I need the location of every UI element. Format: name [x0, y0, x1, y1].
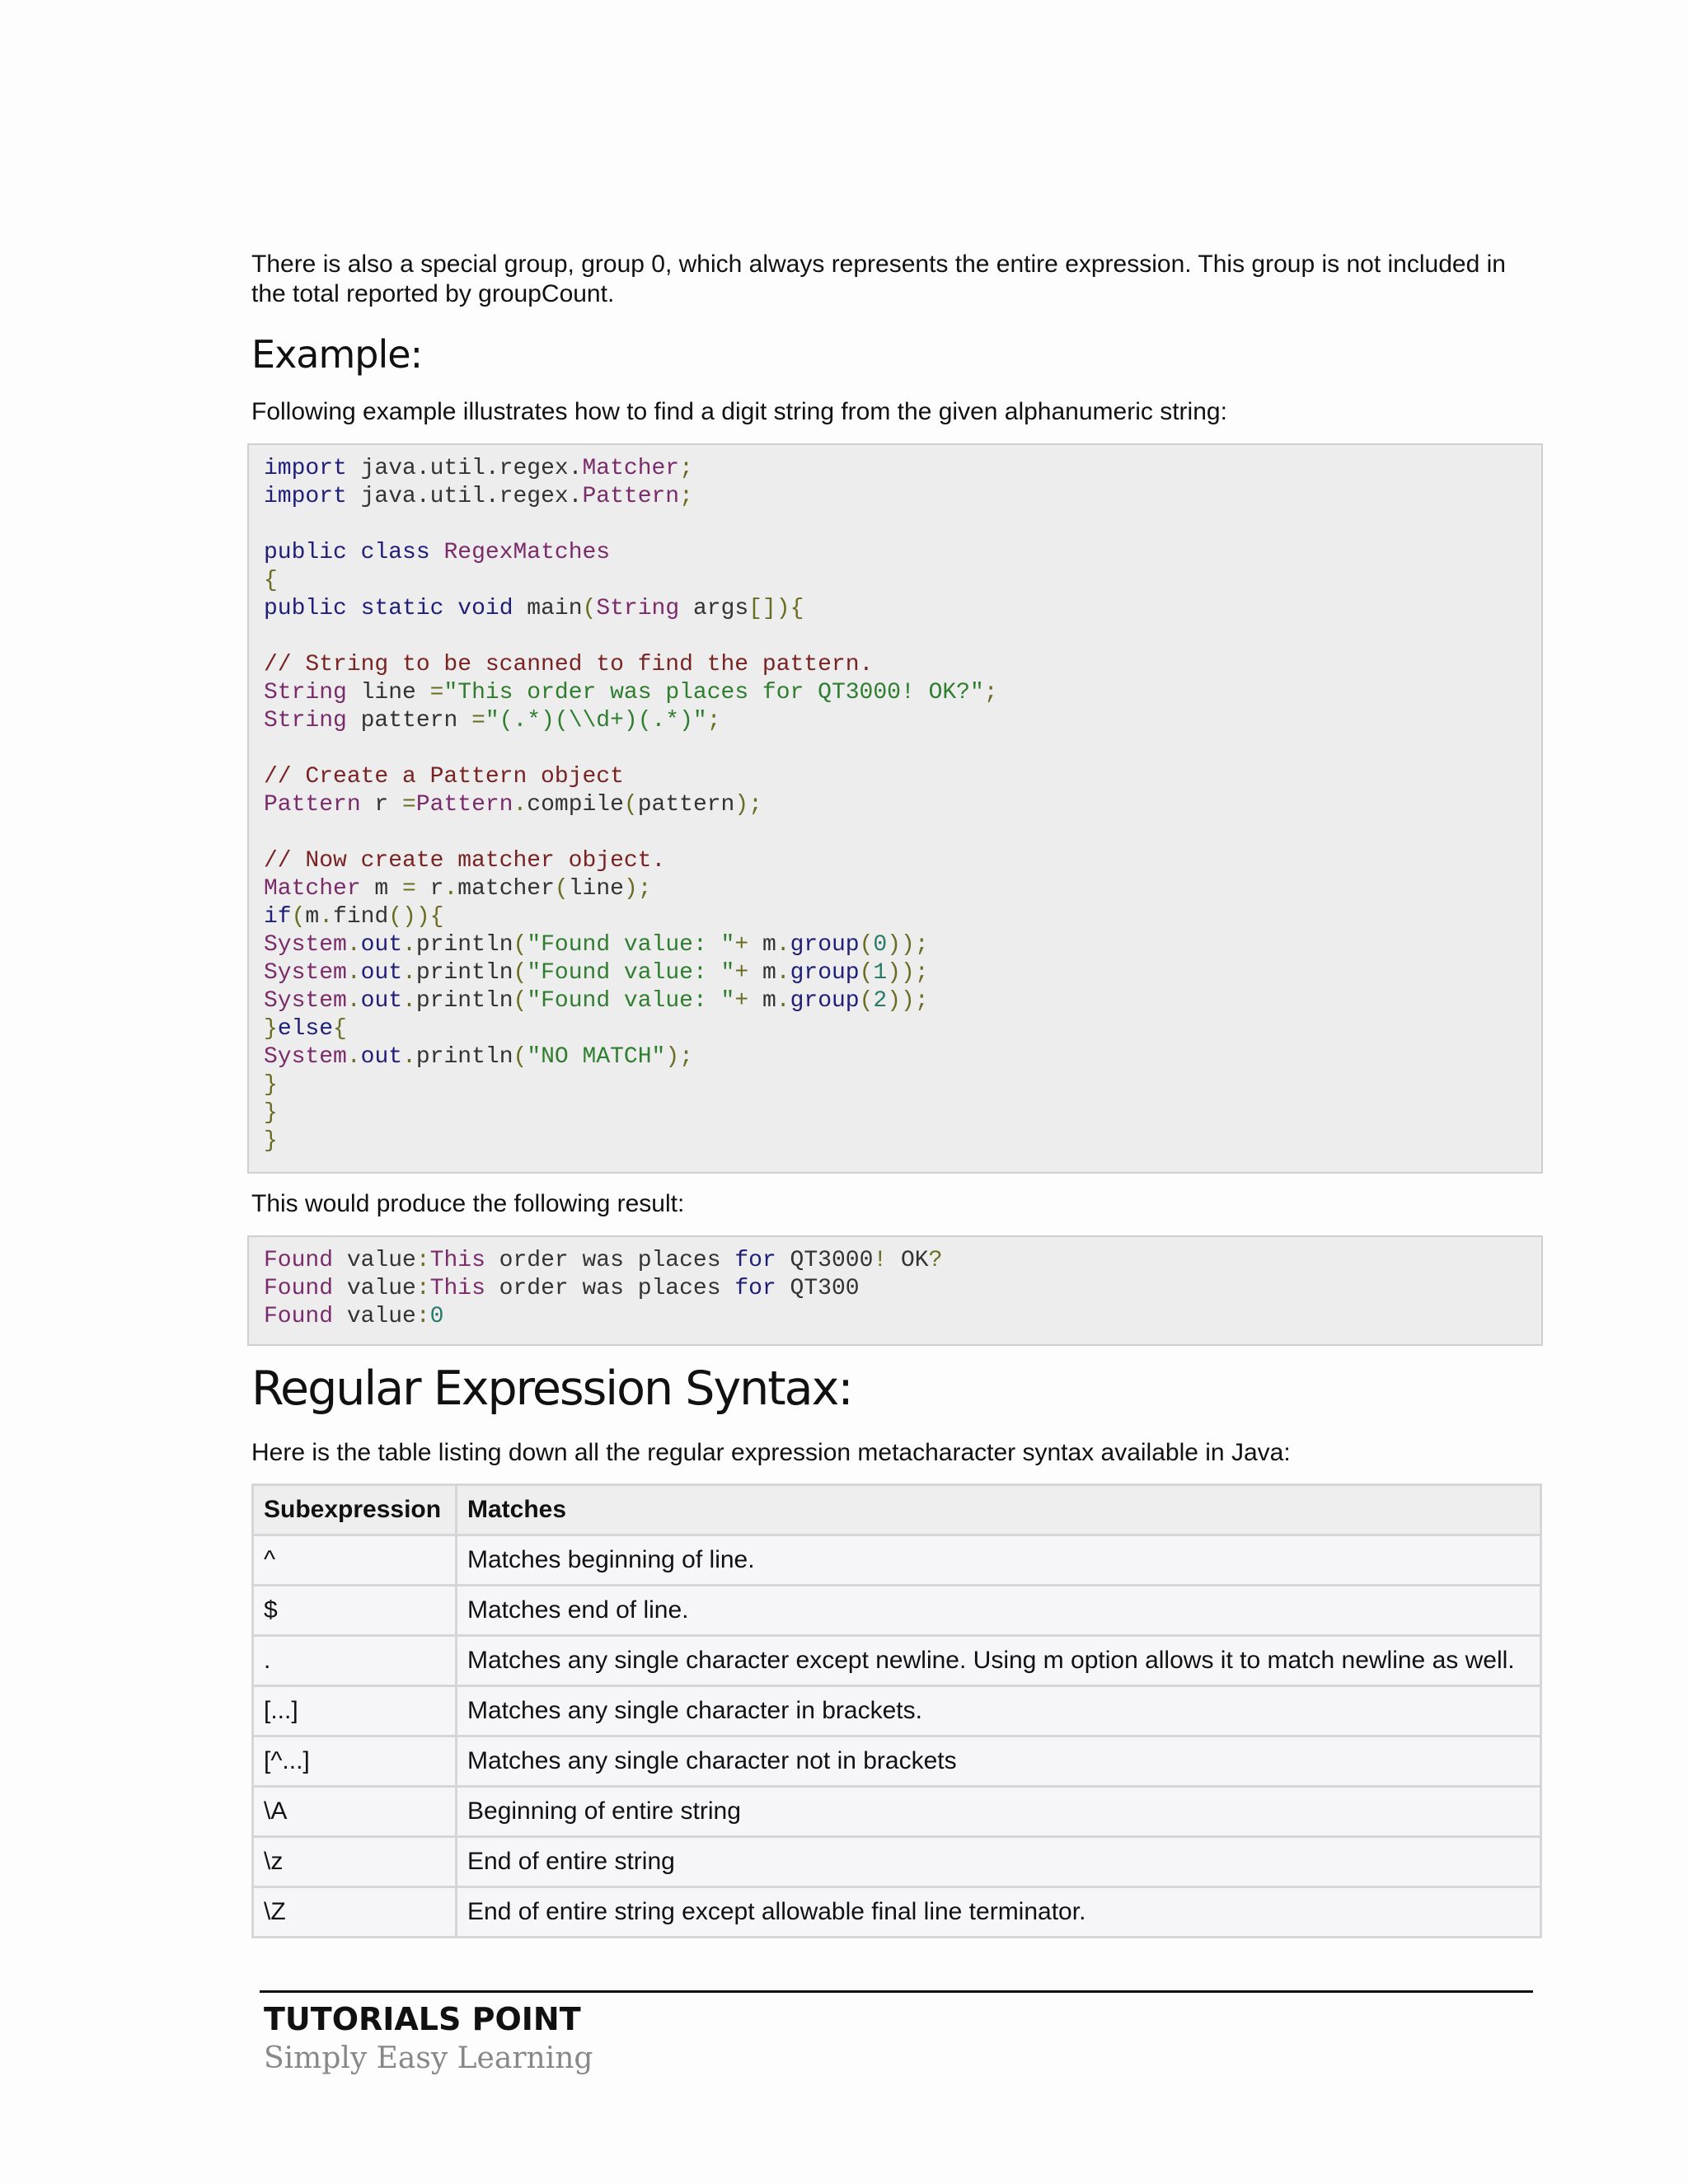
code-line [264, 483, 1541, 511]
code-line [264, 847, 1541, 875]
code-token: . [776, 932, 790, 958]
subexpression-cell: \A [253, 1787, 457, 1837]
code-token: out [360, 1044, 403, 1070]
code-token: Matcher [264, 876, 361, 902]
code-token: . [402, 988, 416, 1014]
code-token: // Create a Pattern object [264, 764, 624, 790]
code-token: find [333, 904, 389, 930]
code-token: ); [734, 792, 762, 818]
code-token: ( [513, 960, 528, 986]
code-token: Found [264, 1304, 334, 1329]
code-token: compile [527, 792, 624, 818]
header-subexpression: Subexpression [253, 1485, 457, 1535]
code-line [264, 623, 1541, 651]
code-token: import [264, 456, 347, 481]
code-token: ! [873, 1248, 888, 1273]
code-token: static [360, 596, 444, 621]
code-token: ; [983, 680, 998, 705]
code-token: } [264, 1016, 278, 1042]
output-code-block [247, 1235, 1543, 1346]
code-token: . [402, 960, 416, 986]
code-token: System [264, 1044, 347, 1070]
code-token: out [360, 988, 403, 1014]
code-token: value [333, 1304, 416, 1329]
code-token: for [734, 1276, 776, 1301]
code-token: group [790, 988, 860, 1014]
code-token: . [346, 960, 361, 986]
code-token: m [305, 904, 320, 930]
example-description: Following example illustrates how to find a digit string from the given alphanumeric string: [251, 398, 1227, 425]
code-token: . [346, 988, 361, 1014]
code-token: QT300 [776, 1276, 860, 1301]
code-line [264, 1127, 1541, 1155]
matches-cell: Matches beginning of line. [457, 1535, 1541, 1586]
table-row [253, 1636, 1541, 1686]
code-token: ; [679, 456, 693, 481]
code-token: ( [859, 988, 874, 1014]
code-token: println [415, 1044, 513, 1070]
code-token: ()){ [388, 904, 444, 930]
code-line [264, 931, 1541, 959]
code-token: "NO MATCH" [527, 1044, 666, 1070]
code-token: QT3000 [776, 1248, 874, 1273]
code-token: . [776, 960, 790, 986]
code-line [264, 819, 1541, 847]
code-line [264, 595, 1541, 623]
code-token [430, 540, 444, 565]
matches-cell: End of entire string [457, 1837, 1541, 1887]
code-line [264, 651, 1541, 679]
code-token: order was places [485, 1248, 735, 1273]
intro-paragraph: There is also a special group, group 0, which always represents the entire expression. This group is not included in the total reported by groupCount. [251, 251, 1506, 307]
code-token: ( [513, 932, 528, 958]
code-token: : [415, 1276, 430, 1301]
code-token: Pattern [264, 792, 361, 818]
footer-brand: TUTORIALS POINT [264, 2001, 581, 2037]
code-token: ( [859, 960, 874, 986]
code-token: for [734, 1248, 776, 1273]
code-token: args [679, 596, 749, 621]
code-line [264, 539, 1541, 567]
code-token: println [415, 988, 513, 1014]
code-token: } [264, 1072, 278, 1098]
subexpression-cell: \z [253, 1837, 457, 1887]
code-token: } [264, 1100, 278, 1126]
code-token: public [264, 540, 347, 565]
table-row [253, 1586, 1541, 1636]
table-row [253, 1535, 1541, 1586]
code-token: = [402, 792, 416, 818]
table-row [253, 1736, 1541, 1787]
code-token: This [429, 1276, 485, 1301]
code-token: ( [554, 876, 569, 902]
code-token: String [596, 596, 680, 621]
code-token: RegexMatches [443, 540, 611, 565]
code-token: . [402, 932, 416, 958]
code-token: + [734, 988, 749, 1014]
code-token: import [264, 484, 347, 509]
subexpression-cell: \Z [253, 1887, 457, 1938]
code-token: ; [706, 708, 721, 733]
code-token: ( [859, 932, 874, 958]
code-token: . [346, 932, 361, 958]
code-token: : [415, 1248, 430, 1273]
code-token: ; [679, 484, 693, 509]
code-token: . [402, 1044, 416, 1070]
code-token [347, 540, 361, 565]
matches-cell: Matches any single character in brackets. [457, 1686, 1541, 1736]
matches-cell: Beginning of entire string [457, 1787, 1541, 1837]
code-token: out [360, 960, 403, 986]
code-token: 0 [873, 932, 888, 958]
subexpression-cell: [^...] [253, 1736, 457, 1787]
code-token: group [790, 932, 860, 958]
code-token: + [734, 960, 749, 986]
code-token: . [319, 904, 334, 930]
code-line [264, 1043, 1541, 1071]
code-token: line [568, 876, 624, 902]
code-token: main [513, 596, 583, 621]
code-token: pattern [346, 708, 472, 733]
footer-divider [260, 1990, 1533, 1993]
code-line [264, 735, 1541, 763]
code-token: order was places [485, 1276, 735, 1301]
subexpression-cell: . [253, 1636, 457, 1686]
code-token: // String to be scanned to find the pattern. [264, 652, 874, 677]
code-token: )); [887, 960, 929, 986]
code-token: ( [513, 988, 528, 1014]
code-token: ? [928, 1248, 943, 1273]
code-token: println [415, 932, 513, 958]
code-token [443, 596, 457, 621]
code-token: m [748, 988, 776, 1014]
code-token: = [429, 680, 444, 705]
code-token: "Found value: " [527, 960, 735, 986]
code-token: pattern [637, 792, 735, 818]
code-token: )); [887, 932, 929, 958]
code-line [264, 875, 1541, 903]
code-token: : [415, 1304, 430, 1329]
code-token: . [513, 792, 528, 818]
table-row [253, 1837, 1541, 1887]
code-token: String [264, 680, 347, 705]
code-line [264, 1247, 1541, 1275]
code-token: + [734, 932, 749, 958]
code-token [347, 596, 361, 621]
code-token: m [748, 932, 776, 958]
code-line [264, 791, 1541, 819]
code-token: . [443, 876, 458, 902]
code-token: "(.*)(\\d+)(.*)" [485, 708, 707, 733]
code-token: { [264, 568, 278, 593]
code-token: ( [623, 792, 638, 818]
code-token: Pattern [415, 792, 513, 818]
code-token: Pattern [582, 484, 680, 509]
code-token: println [415, 960, 513, 986]
syntax-description: Here is the table listing down all the regular expression metacharacter syntax available in Java: [251, 1439, 1291, 1466]
code-line [264, 763, 1541, 791]
code-line [264, 1071, 1541, 1099]
code-token: m [748, 960, 776, 986]
code-token: . [346, 1044, 361, 1070]
code-token: Matcher [582, 456, 680, 481]
code-line [264, 567, 1541, 595]
code-token: "Found value: " [527, 932, 735, 958]
code-token: Found [264, 1276, 334, 1301]
result-description: This would produce the following result: [251, 1190, 685, 1217]
code-token: System [264, 932, 347, 958]
code-token: 0 [429, 1304, 444, 1329]
header-matches: Matches [457, 1485, 1541, 1535]
matches-cell: Matches end of line. [457, 1586, 1541, 1636]
code-line [264, 987, 1541, 1015]
code-token: OK [887, 1248, 929, 1273]
subexpression-cell: $ [253, 1586, 457, 1636]
code-token: r [360, 792, 403, 818]
code-token: line [346, 680, 430, 705]
code-token: "Found value: " [527, 988, 735, 1014]
code-token: ( [582, 596, 597, 621]
code-token: = [402, 876, 416, 902]
code-token: 1 [873, 960, 888, 986]
code-token: []){ [748, 596, 804, 621]
code-token: 2 [873, 988, 888, 1014]
subexpression-cell: [...] [253, 1686, 457, 1736]
code-token: r [415, 876, 444, 902]
code-token: { [333, 1016, 347, 1042]
code-token: This [429, 1248, 485, 1273]
code-line [264, 511, 1541, 539]
table-header-row [253, 1485, 1541, 1535]
table-row [253, 1686, 1541, 1736]
code-line [264, 1303, 1541, 1331]
example-heading: Example: [251, 332, 423, 377]
code-token: // Now create matcher object. [264, 848, 666, 874]
code-line [264, 707, 1541, 735]
code-token: Found [264, 1248, 334, 1273]
metacharacter-table [251, 1483, 1542, 1938]
code-line [264, 679, 1541, 707]
code-token: java.util.regex. [346, 484, 583, 509]
code-line [264, 1275, 1541, 1303]
syntax-heading: Regular Expression Syntax: [251, 1361, 852, 1416]
code-line [264, 903, 1541, 931]
code-token: "This order was places for QT3000! OK?" [443, 680, 984, 705]
table-row [253, 1787, 1541, 1837]
code-token: class [360, 540, 430, 565]
code-token: ( [513, 1044, 528, 1070]
table-row [253, 1887, 1541, 1938]
code-token: out [360, 932, 403, 958]
code-token: } [264, 1128, 278, 1154]
code-token: if [264, 904, 292, 930]
code-line [264, 1099, 1541, 1127]
code-token: ( [291, 904, 306, 930]
code-token: System [264, 960, 347, 986]
code-token: else [277, 1016, 334, 1042]
footer-tagline: Simply Easy Learning [264, 2041, 593, 2075]
code-token: ); [665, 1044, 693, 1070]
java-code-block [247, 443, 1543, 1174]
code-token: ); [623, 876, 652, 902]
matches-cell: Matches any single character except newline. Using m option allows it to match newline as well. [457, 1636, 1541, 1686]
matches-cell: Matches any single character not in brackets [457, 1736, 1541, 1787]
code-token: public [264, 596, 347, 621]
code-token: )); [887, 988, 929, 1014]
code-line [264, 959, 1541, 987]
code-token: . [776, 988, 790, 1014]
matches-cell: End of entire string except allowable final line terminator. [457, 1887, 1541, 1938]
code-token: java.util.regex. [346, 456, 583, 481]
code-token: m [360, 876, 403, 902]
code-line [264, 455, 1541, 483]
code-token: void [457, 596, 513, 621]
code-token: matcher [457, 876, 555, 902]
code-token: System [264, 988, 347, 1014]
code-token: value [333, 1248, 416, 1273]
subexpression-cell: ^ [253, 1535, 457, 1586]
code-token: group [790, 960, 860, 986]
code-token: value [333, 1276, 416, 1301]
code-token: = [471, 708, 485, 733]
code-token: String [264, 708, 347, 733]
code-line [264, 1015, 1541, 1043]
